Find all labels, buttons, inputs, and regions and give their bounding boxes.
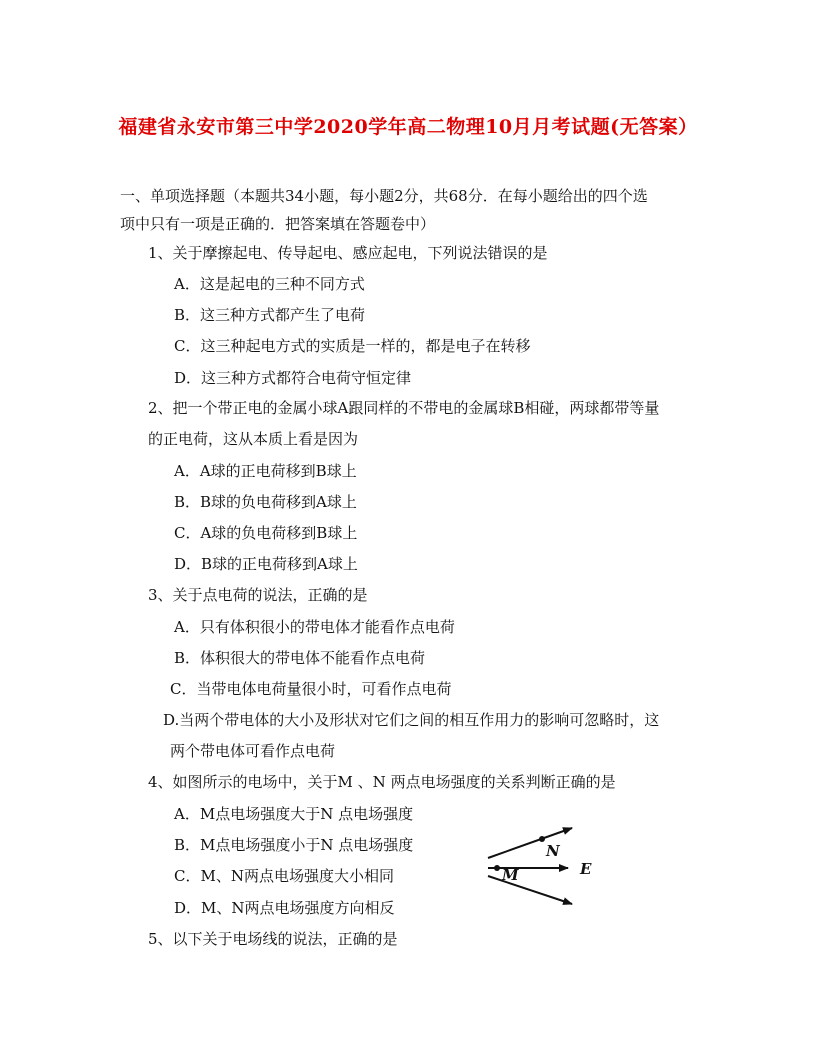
question-1-option-a: A．这是起电的三种不同方式: [174, 275, 365, 293]
question-2-option-d: D．B球的正电荷移到A球上: [174, 555, 358, 573]
point-n-dot: [539, 836, 545, 842]
question-4-option-c: C．M、N两点电场强度大小相同: [174, 867, 394, 885]
question-2-option-b: B．B球的负电荷移到A球上: [174, 493, 357, 511]
question-3-option-c: C．当带电体电荷量很小时，可看作点电荷: [170, 680, 452, 698]
question-5-stem: 5、以下关于电场线的说法，正确的是: [148, 930, 398, 948]
question-4-option-b: B．M点电场强度小于N 点电场强度: [174, 836, 414, 854]
point-n-label: N: [546, 842, 560, 860]
question-3-stem: 3、关于点电荷的说法，正确的是: [148, 586, 368, 604]
question-4-option-d: D．M、N两点电场强度方向相反: [174, 899, 395, 917]
question-1-option-c: C．这三种起电方式的实质是一样的，都是电子在转移: [174, 337, 531, 355]
electric-field-figure: [480, 818, 600, 910]
question-2-stem-line-1: 2、把一个带正电的金属小球A跟同样的不带电的金属球B相碰，两球都带等量: [148, 399, 660, 417]
field-e-label: E: [580, 860, 592, 878]
question-2-stem-line-2: 的正电荷，这从本质上看是因为: [148, 430, 359, 448]
point-m-label: M: [502, 866, 519, 884]
question-1-option-b: B．这三种方式都产生了电荷: [174, 306, 366, 324]
question-2-option-a: A．A球的正电荷移到B球上: [174, 462, 357, 480]
field-line-lower: [488, 876, 572, 904]
question-4-option-a: A．M点电场强度大于N 点电场强度: [174, 805, 414, 823]
section-heading-line-1: 一、单项选择题（本题共34小题，每小题2分，共68分．在每小题给出的四个选: [120, 187, 648, 205]
point-m-dot: [494, 865, 500, 871]
question-1-option-d: D．这三种方式都符合电荷守恒定律: [174, 369, 412, 387]
question-2-option-c: C．A球的负电荷移到B球上: [174, 524, 358, 542]
question-4-stem: 4、如图所示的电场中，关于M 、N 两点电场强度的关系判断正确的是: [148, 773, 616, 791]
page-title: 福建省永安市第三中学2020学年高二物理10月月考试题(无答案）: [118, 116, 698, 138]
question-3-option-b: B．体积很大的带电体不能看作点电荷: [174, 649, 426, 667]
question-3-option-d-line-1: D.当两个带电体的大小及形状对它们之间的相互作用力的影响可忽略时，这: [163, 711, 660, 729]
question-3-option-a: A．只有体积很小的带电体才能看作点电荷: [174, 618, 455, 636]
question-1-stem: 1、关于摩擦起电、传导起电、感应起电，下列说法错误的是: [148, 244, 548, 262]
question-3-option-d-line-2: 两个带电体可看作点电荷: [170, 742, 336, 760]
section-heading-line-2: 项中只有一项是正确的．把答案填在答题卷中）: [120, 215, 436, 233]
